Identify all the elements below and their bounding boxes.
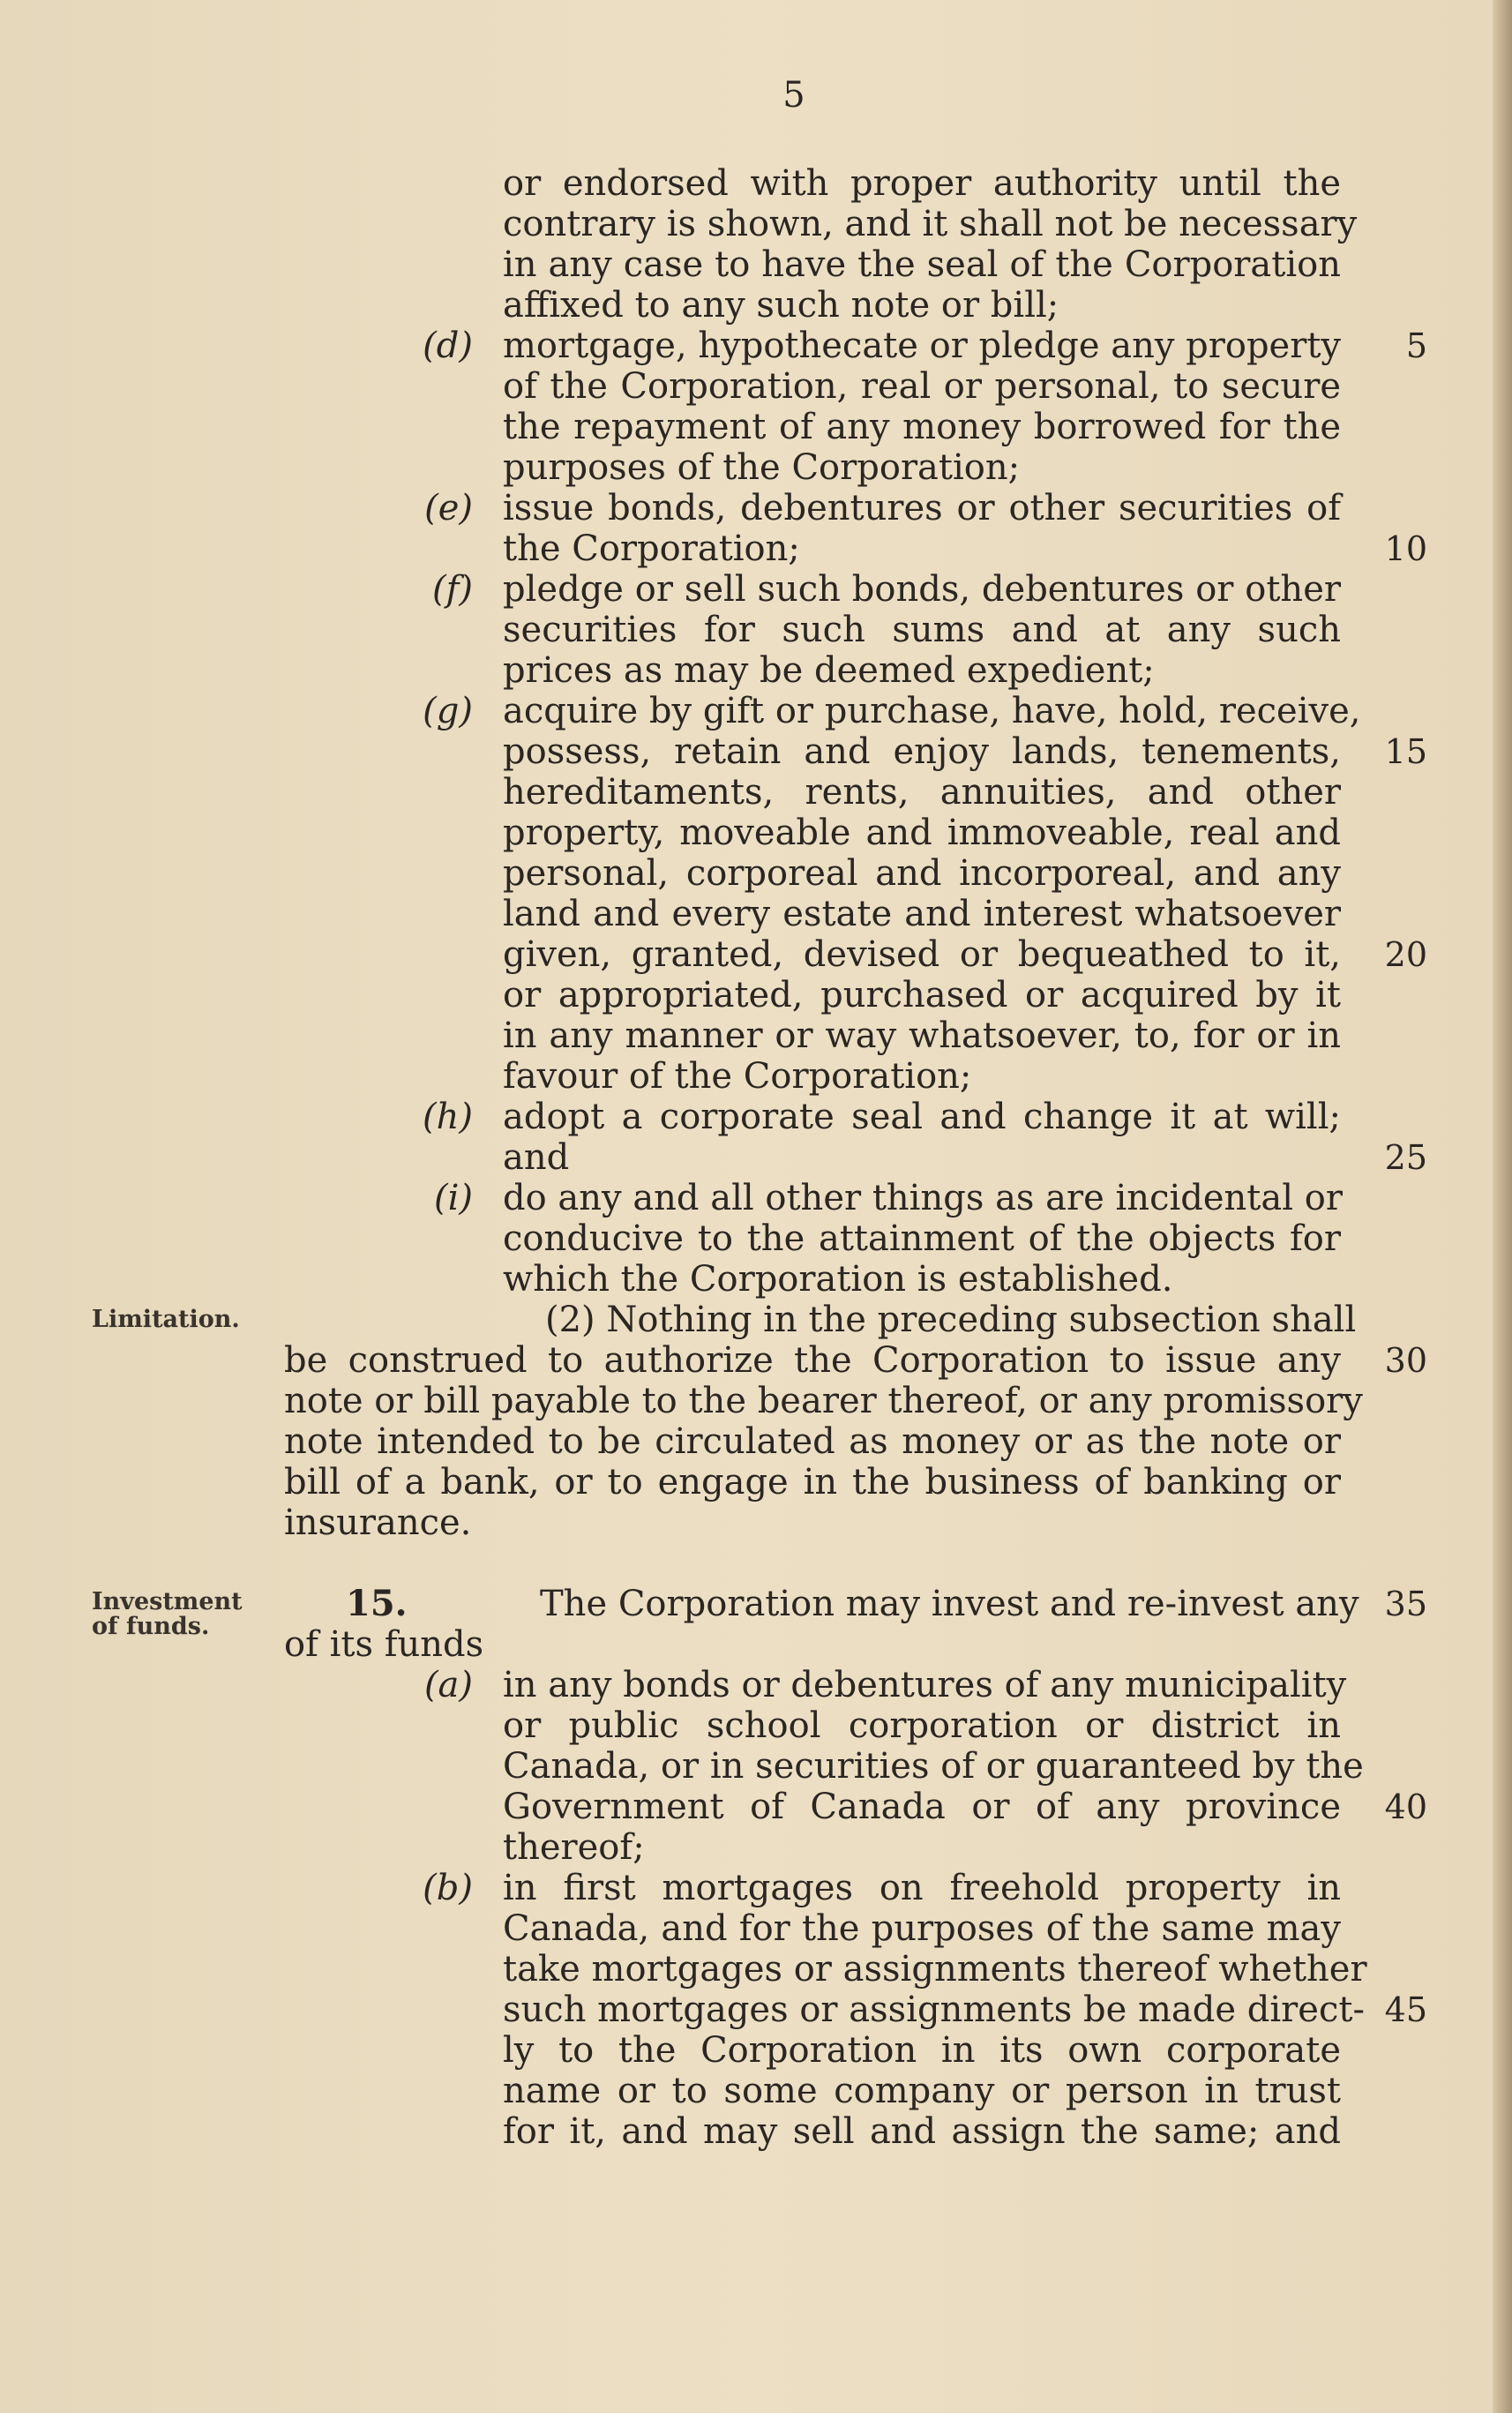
text-line: or public school corporation or district in — [503, 1705, 1341, 1746]
text-line: Government of Canada or of any province — [503, 1787, 1341, 1827]
text-line: prices as may be deemed expedient; — [503, 650, 1155, 691]
clause-marker-a: (a) — [423, 1665, 473, 1705]
text-line: pledge or sell such bonds, debentures or other — [503, 569, 1341, 610]
section-number: 15. — [346, 1583, 408, 1624]
text-line: ly to the Corporation in its own corporate — [503, 2030, 1341, 2071]
text-line: such mortgages or assignments be made direct- — [503, 1990, 1365, 2030]
text-line: insurance. — [284, 1503, 472, 1543]
text-line: hereditaments, rents, annuities, and other — [503, 772, 1341, 813]
line-number: 10 — [1384, 529, 1427, 568]
text-line: issue bonds, debentures or other securities of — [503, 488, 1341, 528]
clause-marker-e: (e) — [424, 488, 473, 528]
text-line: bill of a bank, or to engage in the business of banking or — [284, 1462, 1341, 1503]
text-line: the repayment of any money borrowed for the — [503, 407, 1341, 447]
text-line: property, moveable and immoveable, real and — [503, 813, 1341, 853]
clause-marker-g: (g) — [423, 691, 473, 731]
text-line: favour of the Corporation; — [503, 1056, 972, 1097]
text-line: in any manner or way whatsoever, to, for or in — [503, 1015, 1341, 1056]
clause-marker-i: (i) — [433, 1178, 473, 1218]
text-line: Canada, or in securities of or guaranteed by the — [503, 1746, 1364, 1787]
text-line: possess, retain and enjoy lands, tenements, — [503, 731, 1341, 772]
text-line: mortgage, hypothecate or pledge any property — [503, 326, 1342, 366]
text-line: affixed to any such note or bill; — [503, 285, 1059, 326]
text-line: given, granted, devised or bequeathed to it, — [503, 934, 1341, 975]
text-line: note or bill payable to the bearer thereof, or any promissory — [284, 1381, 1363, 1421]
line-number: 5 — [1405, 326, 1427, 365]
text-line: of its funds — [284, 1624, 484, 1665]
clause-marker-h: (h) — [423, 1097, 473, 1137]
text-line: thereof; — [503, 1827, 645, 1868]
line-number: 35 — [1384, 1585, 1427, 1623]
text-line: do any and all other things as are incidental or — [503, 1178, 1343, 1218]
text-line: in any case to have the seal of the Corporation — [503, 244, 1341, 285]
line-number: 25 — [1384, 1138, 1427, 1177]
text-line: the Corporation; — [503, 528, 800, 569]
text-line: in any bonds or debentures of any municipality — [503, 1665, 1347, 1705]
text-line: in first mortgages on freehold property in — [503, 1868, 1341, 1908]
text-line: conducive to the attainment of the objects for — [503, 1218, 1341, 1259]
line-number: 15 — [1384, 732, 1427, 771]
text-line: land and every estate and interest whatsoever — [503, 894, 1341, 934]
clause-marker-d: (d) — [423, 326, 473, 366]
margin-note-limitation: Limitation. — [92, 1306, 240, 1333]
text-line: or appropriated, purchased or acquired by it — [503, 975, 1341, 1015]
text-line: and — [503, 1137, 570, 1178]
text-line: purposes of the Corporation; — [503, 447, 1021, 488]
text-line: or endorsed with proper authority until the — [503, 163, 1341, 204]
line-number: 30 — [1384, 1341, 1427, 1380]
text-line: Canada, and for the purposes of the same may — [503, 1908, 1341, 1949]
text-line: securities for such sums and at any such — [503, 610, 1341, 650]
text-line: The Corporation may invest and re-invest any — [540, 1584, 1359, 1624]
clause-marker-b: (b) — [423, 1868, 473, 1908]
line-number: 40 — [1384, 1787, 1427, 1826]
text-line: name or to some company or person in trust — [503, 2071, 1341, 2111]
clause-marker-f: (f) — [431, 569, 473, 610]
line-number: 20 — [1384, 935, 1427, 974]
text-line: adopt a corporate seal and change it at will; — [503, 1097, 1341, 1137]
text-line: take mortgages or assignments thereof whether — [503, 1949, 1367, 1990]
text-line: which the Corporation is established. — [503, 1259, 1173, 1300]
text-line: personal, corporeal and incorporeal, and any — [503, 853, 1341, 894]
page-edge — [1493, 0, 1512, 2413]
text-line: contrary is shown, and it shall not be necessary — [503, 204, 1358, 244]
text-line: of the Corporation, real or personal, to secure — [503, 366, 1341, 407]
text-line: note intended to be circulated as money or as the note or — [284, 1421, 1341, 1462]
text-line: for it, and may sell and assign the same; and — [503, 2111, 1341, 2152]
text-line: acquire by gift or purchase, have, hold, receive, — [503, 691, 1361, 731]
text-line: (2) Nothing in the preceding subsection shall — [545, 1300, 1357, 1340]
line-number: 45 — [1384, 1990, 1427, 2029]
page-number: 5 — [782, 75, 805, 116]
margin-note-investment: Investment — [92, 1588, 243, 1615]
margin-note-of-funds: of funds. — [92, 1613, 210, 1640]
text-line: be construed to authorize the Corporation to issue any — [284, 1340, 1341, 1381]
